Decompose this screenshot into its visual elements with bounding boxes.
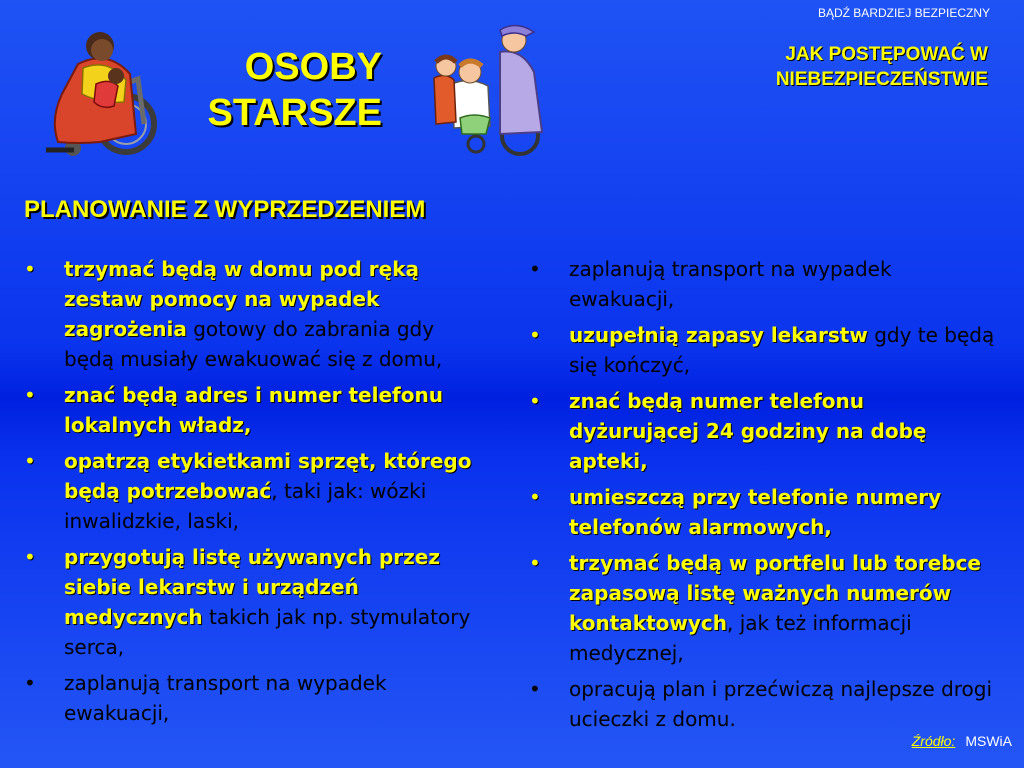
highlight-text: umieszczą przy telefonie numery telefonów alarmowych, — [569, 485, 942, 539]
page-title — [150, 44, 382, 136]
highlight-text: trzymać będą w portfelu lub torebce zapasową listę ważnych numerów kontaktowych — [569, 551, 981, 635]
plain-text: gdy te będą się kończyć, — [569, 323, 995, 377]
title-line-1: OSOBY — [244, 46, 382, 88]
highlight-text: trzymać będą w domu pod ręką zestaw pomocy na wypadek zagrożenia — [64, 257, 420, 341]
title-line-2: STARSZE — [207, 92, 382, 134]
list-item — [20, 254, 490, 374]
plain-text: zaplanują transport na wypadek ewakuacji, — [64, 671, 387, 725]
list-item — [20, 380, 490, 440]
source-value: MSWiA — [965, 733, 1012, 749]
plain-text: takich jak np. stymulatory serca, — [64, 605, 471, 659]
list-item — [20, 542, 490, 662]
highlight-text: znać będą numer telefonu dyżurującej 24 godziny na dobę apteki, — [569, 389, 927, 473]
source-label: Źródło: — [911, 733, 956, 749]
source-footer — [912, 733, 1012, 749]
list-item — [20, 668, 490, 728]
caregiver-family-clipart — [430, 22, 550, 156]
plain-text: zaplanują transport na wypadek ewakuacji, — [569, 257, 892, 311]
wheelchair-person-clipart — [38, 24, 160, 160]
highlight-text: opatrzą etykietkami sprzęt, którego będą potrzebować — [64, 449, 472, 503]
list-item — [525, 254, 995, 314]
highlight-text: uzupełnią zapasy lekarstw — [569, 323, 868, 347]
right-bullet-list — [525, 254, 995, 740]
plain-text: , taki jak: wózki inwalidzkie, laski, — [64, 479, 427, 533]
left-bullet-list — [20, 254, 490, 734]
plain-text: gotowy do zabrania gdy będą musiały ewakuować się z domu, — [64, 317, 443, 371]
list-item — [525, 548, 995, 668]
subtitle-line-2: NIEBEZPIECZEŃSTWIE — [775, 69, 988, 90]
list-item — [525, 320, 995, 380]
plain-text: opracują plan i przećwiczą najlepsze drogi ucieczki z domu. — [569, 677, 993, 731]
list-item — [20, 446, 490, 536]
top-tagline: BĄDŹ BARDZIEJ BEZPIECZNY — [817, 6, 990, 20]
highlight-text: przygotują listę używanych przez siebie lekarstw i urządzeń medycznych — [64, 545, 440, 629]
section-heading: PLANOWANIE Z WYPRZEDZENIEM — [24, 196, 426, 223]
subtitle-line-1: JAK POSTĘPOWAĆ W — [785, 44, 988, 65]
list-item — [525, 482, 995, 542]
list-item — [525, 386, 995, 476]
list-item — [525, 674, 995, 734]
highlight-text: znać będą adres i numer telefonu lokalnych władz, — [64, 383, 443, 437]
plain-text: , jak też informacji medycznej, — [569, 611, 912, 665]
page-subtitle — [640, 42, 988, 92]
